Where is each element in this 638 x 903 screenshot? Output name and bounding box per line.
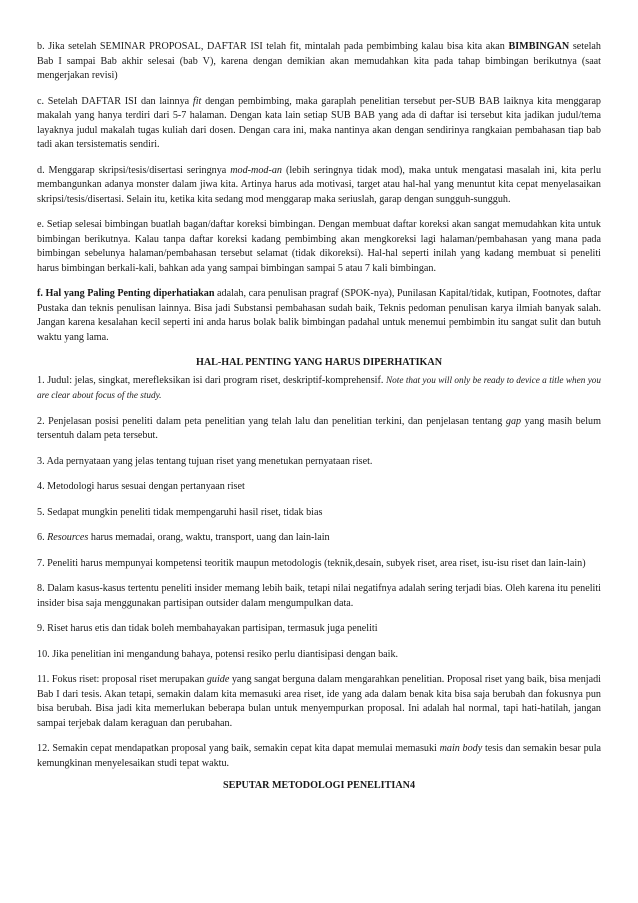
bold-text: f. Hal yang Paling Penting diperhatiakan bbox=[37, 288, 215, 299]
item-text: 1. Judul: jelas, singkat, merefleksikan isi dari program riset, deskriptif-komprehensif. bbox=[37, 374, 387, 386]
list-item-10: 10. Jika penelitian ini mengandung bahaya, potensi resiko perlu diantisipasi dengan baik. bbox=[37, 648, 399, 660]
list-item-4: 4. Metodologi harus sesuai dengan pertanyaan riset bbox=[37, 481, 245, 492]
next-section-title: SEPUTAR METODOLOGI PENELITIAN4 bbox=[222, 780, 416, 791]
italic-text: gap bbox=[505, 415, 522, 427]
list-item-6 bbox=[37, 531, 601, 546]
paragraph-text: adalah, cara penulisan pragraf (SPOK-nya), Punilasan Kapital/tidak, kutipan, Footnotes, daftar Pustaka dan teknis penulisan lainnya. Bisa jadi Substansi pembahasan sudah baik, Teknis pedoman penulisan karya ilmiah banyak salah. Jangan karena kesalahan kecil seperti ini anda harus bolak balik bimbingan padahal untuk menemui pembimbin itu sangat sulit dan butuh waktu yang lama. bbox=[37, 288, 602, 343]
list-item-2 bbox=[37, 415, 601, 444]
paragraph-text: d. Menggarap skripsi/tesis/disertasi seringnya bbox=[37, 164, 231, 176]
paragraph-text: dengan pembimbing, maka garaplah penelitian tersebut per-SUB BAB laiknya kita menggarap makalah yang hanya terdiri dari 5-7 halaman. Dengan kata lain setiap SUB BAB yang ada di daftar isi tersebut kita jadikan judul/tema layaknya judul makalah tugas kuliah dari dosen. Dengan cara ini, maka nantinya akan dengan sendirinya rangkaian pembahasan tiap bab tadi akan tersistematis sendiri. bbox=[37, 95, 601, 150]
paragraph-d bbox=[37, 164, 601, 208]
italic-text: main body bbox=[439, 743, 483, 754]
document-page bbox=[37, 40, 601, 794]
list-item-9: 9. Riset harus etis dan tidak boleh membahayakan partisipan, termasuk juga peneliti bbox=[37, 623, 378, 634]
italic-text: Resources bbox=[47, 532, 89, 543]
paragraph-text: b. Jika setelah SEMINAR PROPOSAL, DAFTAR ISI telah fit, mintalah pada pembimbing kalau bisa kita akan bbox=[37, 41, 509, 52]
italic-text: guide bbox=[206, 674, 230, 685]
item-text: yang masih belum tersentuh dalam peta tersebut. bbox=[37, 415, 601, 441]
italic-text: mod-mod-an bbox=[230, 164, 282, 176]
list-item-12 bbox=[37, 742, 601, 771]
item-text: 11. Fokus riset: proposal riset merupakan bbox=[37, 674, 207, 685]
section-heading: HAL-HAL PENTING YANG HARUS DIPERHATIKAN bbox=[195, 357, 443, 368]
list-item-8: 8. Dalam kasus-kasus tertentu peneliti insider memang lebih baik, tetapi nilai negatifnya adalah sering terjadi bias. Oleh karena itu peneliti insider bisa saja menggunakan partisipan outsider dalam mengumpulkan data. bbox=[37, 583, 601, 609]
item-text: 12. Semakin cepat mendapatkan proposal yang baik, semakin cepat kita dapat memulai memasuki bbox=[37, 743, 440, 754]
paragraph-text: setelah Bab I sampai Bab akhir selesai (bab V), karena dengan demikian akan memudahkan kita pada tahap bimbingan berikutnya (saat mengerjakan revisi) bbox=[37, 41, 601, 81]
list-item-7: 7. Peneliti harus mempunyai kompetensi teoritik maupun metodologis (teknik,desain, subyek riset, area riset, isu-isu riset dan lain-lain) bbox=[37, 557, 586, 569]
bold-text: BIMBINGAN bbox=[508, 41, 570, 52]
italic-note: Note that you will only be ready to device a title when you are clear about focus of the study. bbox=[37, 374, 601, 400]
item-text: yang sangat berguna dalam mengarahkan penelitian. Proposal riset yang baik, bisa menjadi Bab I dari tesis. Akan tetapi, semakin dalam kita memasuki area riset, ide yang ada dalam benak kita bisa saja berubah dan fokusnya pun bisa berubah. Bisa jadi kita memerlukan beberapa bulan untuk menyempurkan proposal. Ini adalah hal normal, tapi hati-hatilah, jangan sampai terjebak dalam keraguan dan perubahan. bbox=[37, 674, 601, 729]
paragraph-text: c. Setelah DAFTAR ISI dan lainnya bbox=[37, 95, 193, 107]
list-item-5: 5. Sedapat mungkin peneliti tidak mempengaruhi hasil riset, tidak bias bbox=[37, 506, 323, 518]
paragraph-e: e. Setiap selesai bimbingan buatlah bagan/daftar koreksi bimbingan. Dengan membuat daftar koreksi akan sangat memudahkan kita untuk bimbingan berikutnya. Kalau tanpa daftar koreksi kadang pembimbing akan mengkoreksi lagi halaman/pembahasan yang mana pada bimbingan sebelunya halaman/pembahasan tersebut selamat (tidak dikoreksi). Hal-hal seperti inilah yang kadang membuat si peneliti harus bimbingan berkali-kali, bahkan ada yang sampai bimbingan sampai 5 atau 7 kali bimbingan. bbox=[37, 219, 601, 274]
item-text: 6. bbox=[37, 532, 48, 543]
paragraph-text: (lebih seringnya tidak mod), maka untuk mengatasi masalah ini, kita perlu membangunkan adanya monster dalam jiwa kita. Artinya harus ada motivasi, target atau hal-hal yang menuntut kita cepat menyelasaikan skripsi/tesis/disertasi. Selain itu, ketika kita sedang mod menggarap maka seriuslah, garap dengan sungguh-sungguh. bbox=[37, 164, 602, 205]
list-item-3: 3. Ada pernyataan yang jelas tentang tujuan riset yang menetukan pernyataan riset. bbox=[37, 455, 373, 467]
paragraph-f bbox=[37, 287, 601, 345]
list-item-11 bbox=[37, 673, 601, 731]
paragraph-c bbox=[37, 95, 601, 153]
item-text: tesis dan semakin besar pula kemungkinan menyelesaikan studi tepat waktu. bbox=[37, 743, 601, 769]
item-text: harus memadai, orang, waktu, transport, uang dan lain-lain bbox=[88, 532, 330, 543]
italic-text: fit bbox=[192, 95, 202, 107]
paragraph-b bbox=[37, 40, 601, 84]
item-text: 2. Penjelasan posisi peneliti dalam peta penelitian yang telah lalu dan penelitian terkini, dan penjelasan tentang bbox=[37, 415, 506, 427]
list-item-1 bbox=[37, 373, 601, 404]
